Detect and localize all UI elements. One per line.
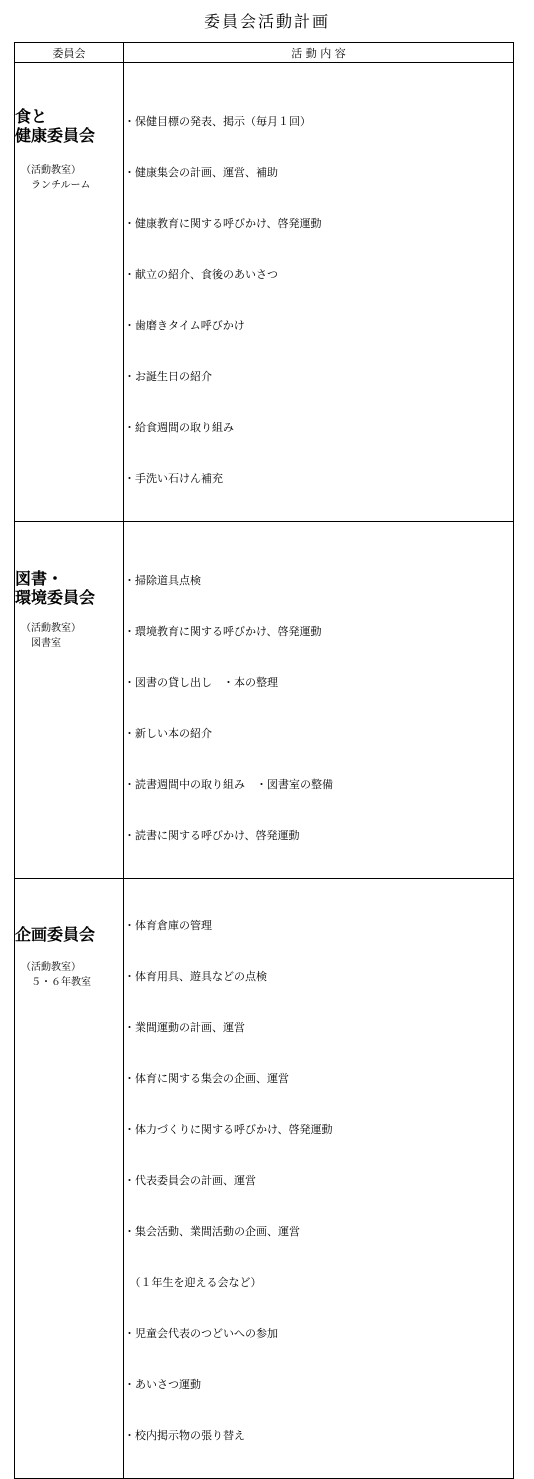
table-header-row <box>15 43 514 63</box>
committee-name: 図書・ 環境委員会 <box>15 569 96 607</box>
room-value: ５・６年教室 <box>31 977 91 988</box>
activity-list <box>124 883 513 1478</box>
table-row <box>15 63 514 522</box>
activity-item: ・集会活動、業間活動の企画、運営 <box>124 1225 300 1238</box>
activity-item: ・掃除道具点検 <box>124 574 201 587</box>
activity-item: （１年生を迎える会など） <box>124 1276 262 1289</box>
page-title: 委員会活動計画 <box>203 12 330 31</box>
activity-item: ・給食週間の取り組み <box>124 421 234 434</box>
activity-item: ・献立の紹介、食後のあいさつ <box>124 268 278 281</box>
activity-item: ・保健目標の発表、掲示（毎月１回） <box>124 115 311 128</box>
activity-item: ・健康教育に関する呼びかけ、啓発運動 <box>124 217 322 230</box>
activity-item: ・読書に関する呼びかけ、啓発運動 <box>124 829 300 842</box>
activity-item: ・児童会代表のつどいへの参加 <box>124 1327 278 1340</box>
activity-item: ・体力づくりに関する呼びかけ、啓発運動 <box>124 1123 333 1136</box>
activity-item: ・体育倉庫の管理 <box>124 919 212 932</box>
activity-item: ・体育に関する集会の企画、運営 <box>124 1072 289 1085</box>
activity-item: ・新しい本の紹介 <box>124 727 212 740</box>
activity-item: ・校内掲示物の張り替え <box>124 1429 245 1442</box>
table-row <box>15 879 514 1479</box>
room-label: （活動教室） <box>21 962 81 973</box>
room-label: （活動教室） <box>21 623 81 634</box>
room-label: （活動教室） <box>21 165 81 176</box>
activity-item: ・図書の貸し出し ・本の整理 <box>124 676 278 689</box>
committee-name: 企画委員会 <box>15 925 96 944</box>
activities-cell <box>124 879 514 1479</box>
committee-plan-table <box>14 42 514 1479</box>
committee-cell <box>15 522 124 879</box>
activity-item: ・環境教育に関する呼びかけ、啓発運動 <box>124 625 322 638</box>
table-row <box>15 522 514 879</box>
activity-item: ・手洗い石けん補充 <box>124 472 223 485</box>
activity-item: ・体育用具、遊具などの点検 <box>124 970 267 983</box>
activity-item: ・代表委員会の計画、運営 <box>124 1174 256 1187</box>
activity-item: ・業間運動の計画、運営 <box>124 1021 245 1034</box>
activity-list <box>124 79 513 521</box>
activities-cell <box>124 63 514 522</box>
header-committee: 委員会 <box>15 43 124 63</box>
activity-item: ・お誕生日の紹介 <box>124 370 212 383</box>
room-value: ランチルーム <box>31 180 91 191</box>
activity-item: ・読書週間中の取り組み ・図書室の整備 <box>124 778 333 791</box>
room-value: 図書室 <box>31 638 61 649</box>
activity-item: ・歯磨きタイム呼びかけ <box>124 319 245 332</box>
header-activities: 活 動 内 容 <box>124 43 514 63</box>
activity-item: ・健康集会の計画、運営、補助 <box>124 166 278 179</box>
committee-cell <box>15 879 124 1479</box>
committee-cell <box>15 63 124 522</box>
activities-cell <box>124 522 514 879</box>
activity-list <box>124 538 513 878</box>
committee-name: 食と 健康委員会 <box>15 107 96 145</box>
activity-item: ・あいさつ運動 <box>124 1378 201 1391</box>
